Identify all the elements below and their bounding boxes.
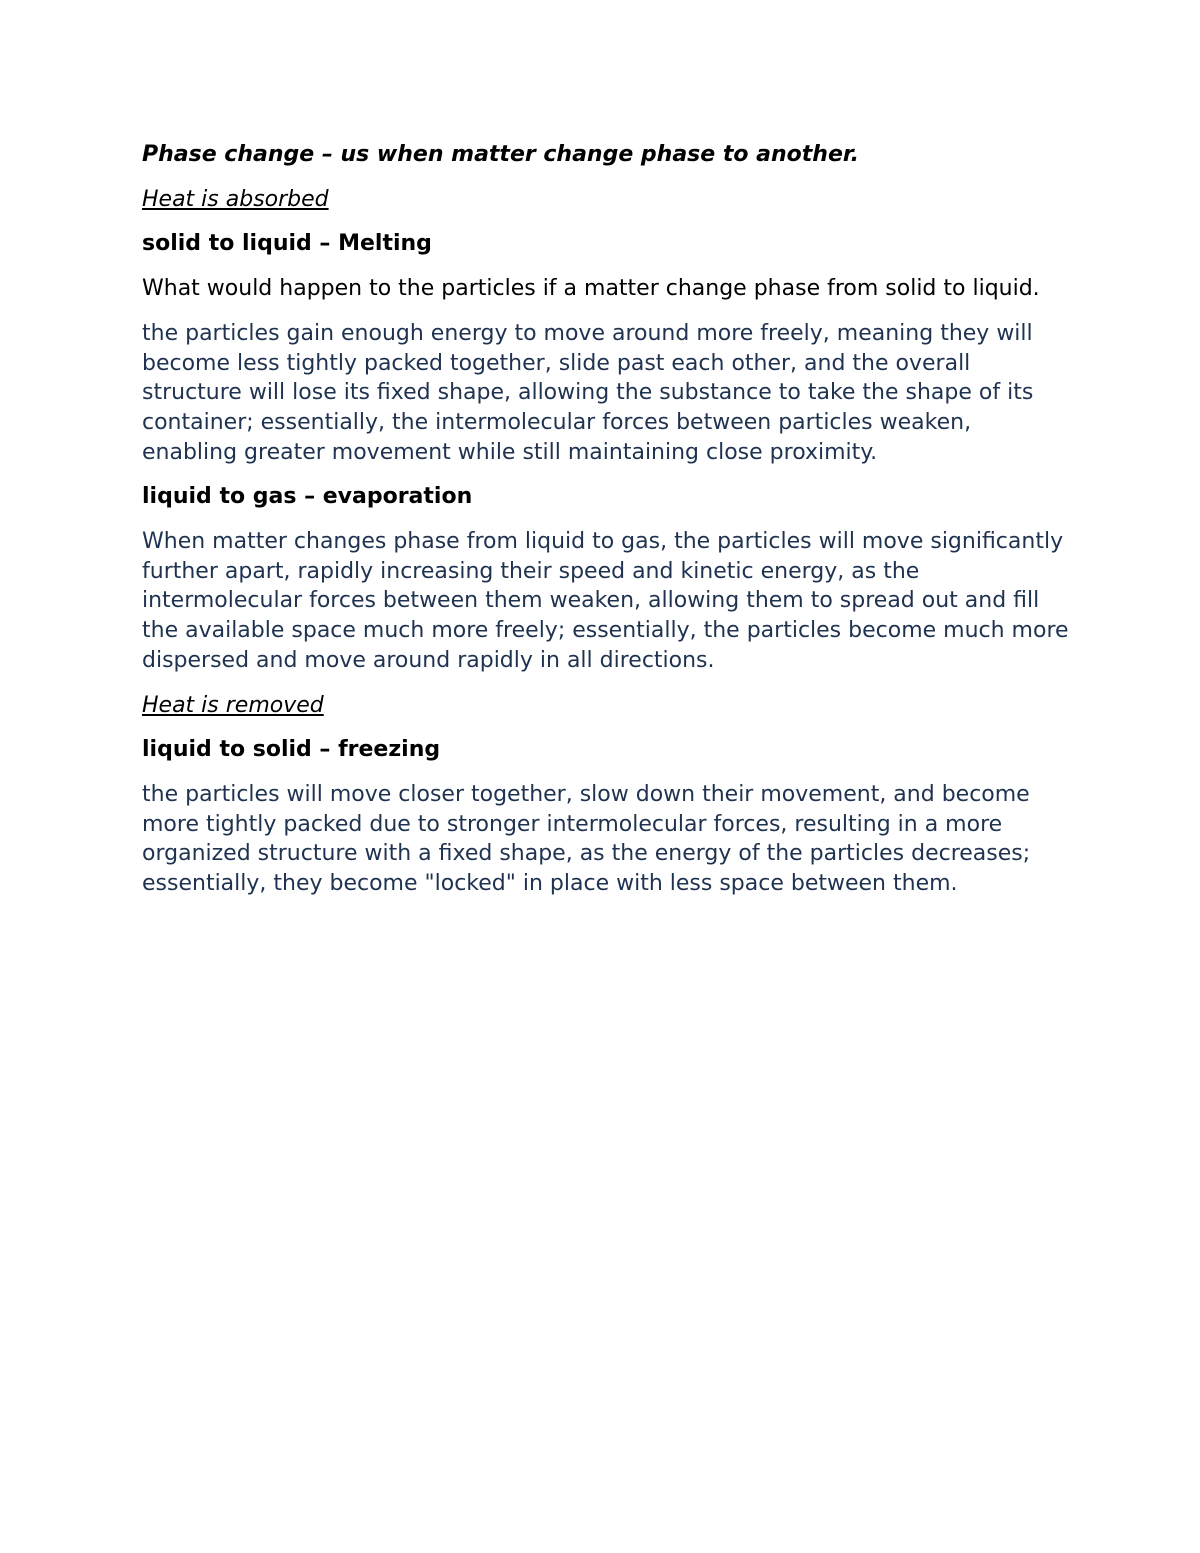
document-content [142,140,1072,914]
freezing-answer: the particles will move closer together, slow down their movement, and become more tightly packed due to stronger intermolecular forces, resulting in a more organized structure with a fixed shape, as the energy of the particles decreases; essentially, they become "locked" in place with less space between them. [142,781,1031,897]
heat-absorbed-label: Heat is absorbed [142,186,329,212]
freezing-heading: liquid to solid – freezing [142,737,441,763]
evaporation-heading: liquid to gas – evaporation [142,484,473,510]
document-title: Phase change – us when matter change phase to another. [142,142,859,167]
melting-heading: solid to liquid – Melting [142,231,432,257]
evaporation-answer: When matter changes phase from liquid to gas, the particles will move significantly further apart, rapidly increasing their speed and kinetic energy, as the intermolecular forces between them weaken, allowing them to spread out and fill the available space much more freely; essentially, the particles become much more dispersed and move around rapidly in all directions. [142,529,1069,673]
melting-question: What would happen to the particles if a matter change phase from solid to liquid. [142,276,1040,302]
heat-removed-label: Heat is removed [142,692,324,718]
melting-answer: the particles gain enough energy to move around more freely, meaning they will become less tightly packed together, slide past each other, and the overall structure will lose its fixed shape, allowing the substance to take the shape of its container; essentially, the intermolecular forces between particles weaken, enabling greater movement while still maintaining close proximity. [142,320,1034,465]
